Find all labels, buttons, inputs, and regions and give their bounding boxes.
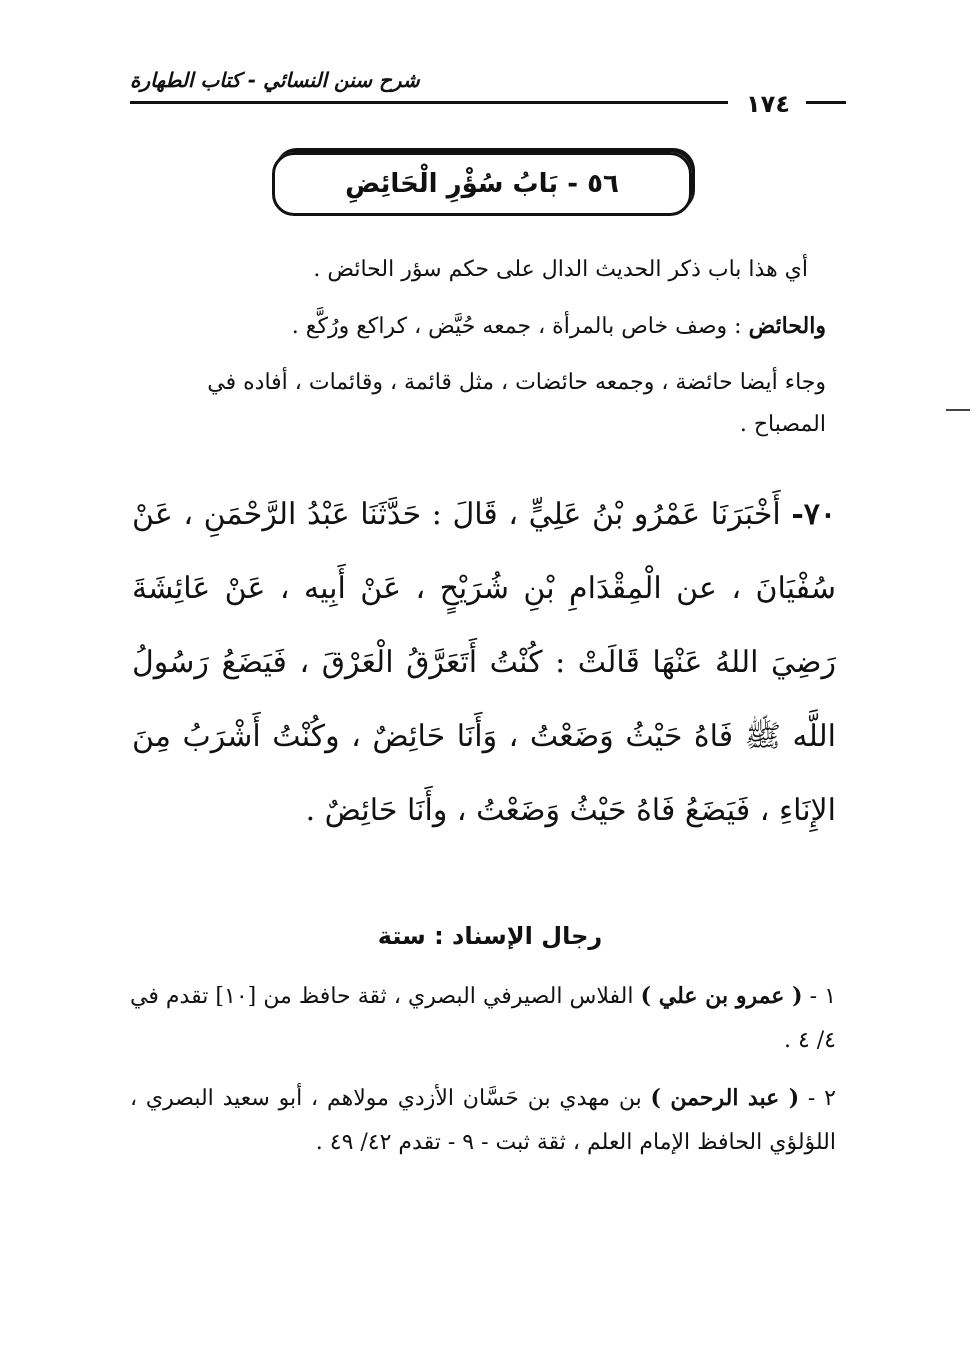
page-number: ١٧٤ [746, 90, 790, 118]
hadith-number: ٧٠- [791, 497, 836, 532]
narrator-details: الفلاس الصيرفي البصري ، ثقة حافظ من [١٠] تقدم في ٤/ ٤ . [130, 984, 836, 1053]
narrator-prefix: ٢ - [799, 1086, 836, 1111]
intro-definition: : وصف خاص بالمرأة ، جمعه حُيَّض ، كراكع ورُكَّع . [291, 314, 749, 339]
header-rule [130, 101, 728, 104]
narrator-details: بن مهدي بن حَسَّان الأزدي مولاهم ، أبو سعيد البصري ، اللؤلؤي الحافظ الإمام العلم ، ثقة ثبت - ٩ - تقدم ٤٢/ ٤٩ . [130, 1086, 836, 1155]
running-title: شرح سنن النسائي - كتاب الطهارة [130, 68, 420, 92]
chapter-title-frame [272, 152, 692, 216]
narrator-name: ( عمرو بن علي ) [640, 983, 803, 1009]
intro-line-2 [292, 306, 826, 347]
intro-line-3: وجاء أيضا حائضة ، وجمعه حائضات ، مثل قائمة ، وقائمات ، أفاده في المصباح . [207, 370, 826, 437]
header-rule-short [806, 101, 846, 104]
chapter-title: ٥٦ - بَابُ سُؤْرِ الْحَائِضِ [345, 169, 619, 199]
hadith-text [132, 478, 836, 848]
intro-line-1: أي هذا باب ذكر الحديث الدال على حكم سؤر الحائض . [313, 257, 808, 282]
intro-term: والحائض [748, 313, 826, 339]
narrator-entry [130, 974, 836, 1063]
narrator-name: ( عبد الرحمن ) [650, 1085, 800, 1111]
hadith-body: أَخْبَرَنَا عَمْرُو بْنُ عَلِيٍّ ، قَالَ : حَدَّثَنَا عَبْدُ الرَّحْمَنِ ، عَنْ سُفْيَانَ ، عن الْمِقْدَامِ بْنِ شُرَيْحٍ ، عَنْ أَبِيه ، عَنْ عَائِشَةَ رَضِيَ اللهُ عَنْهَا قَالَتْ : كُنْتُ أَتَعَرَّقُ الْعَرْقَ ، فَيَضَعُ رَسُولُ اللَّه ﷺ فَاهُ حَيْثُ وَضَعْتُ ، وَأَنَا حَائِضٌ ، وكُنْتُ أَشْرَبُ مِنَ الإِنَاءِ ، فَيَضَعُ فَاهُ حَيْثُ وَضَعْتُ ، وأَنَا حَائِضٌ . [132, 497, 836, 828]
margin-mark [946, 409, 970, 411]
narrator-entry [130, 1076, 836, 1165]
narrator-prefix: ١ - [802, 984, 837, 1009]
narrators-heading: رجال الإسناد : ستة [377, 922, 603, 950]
